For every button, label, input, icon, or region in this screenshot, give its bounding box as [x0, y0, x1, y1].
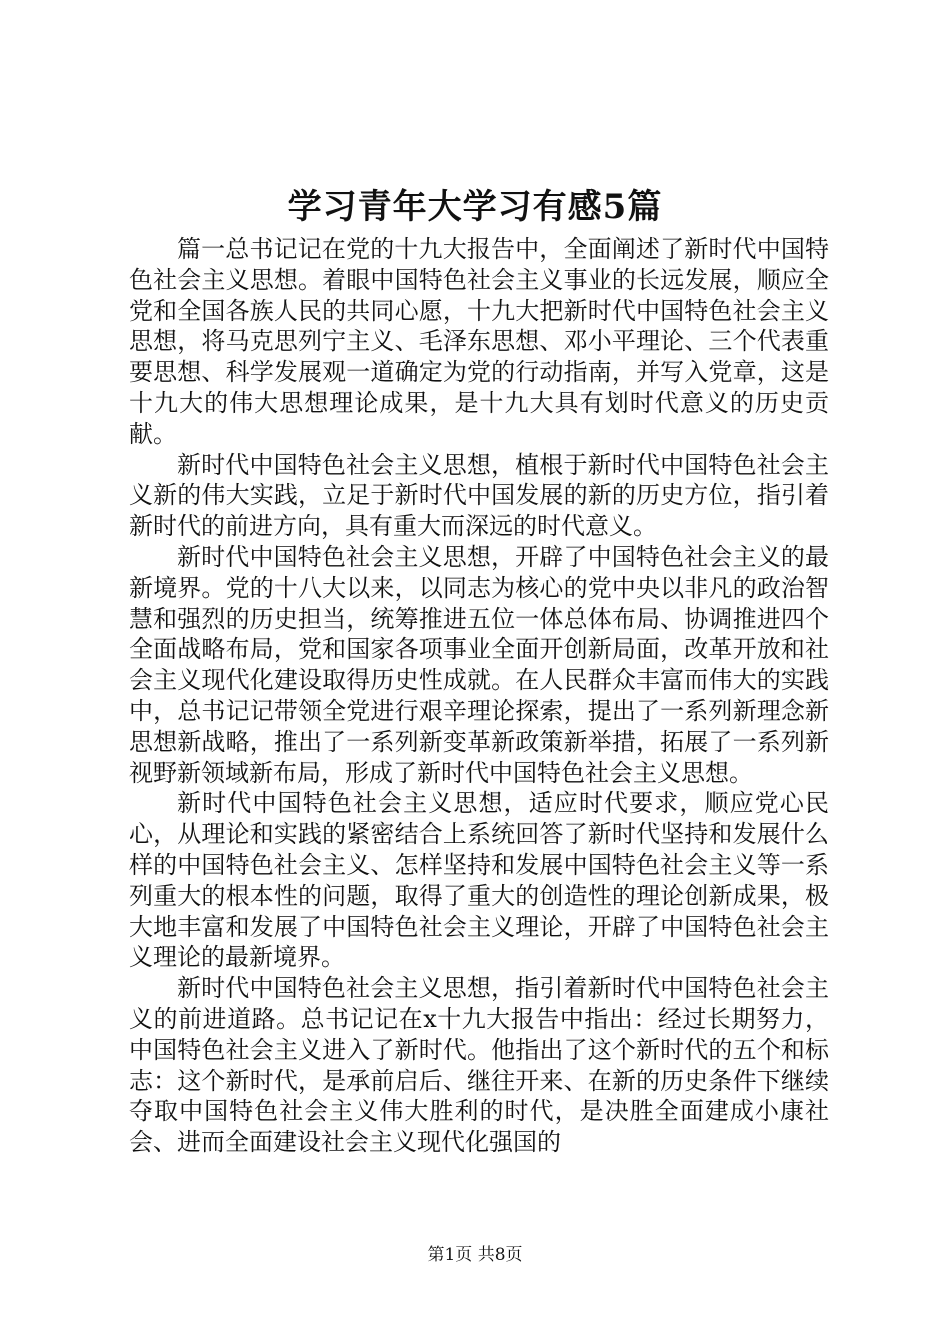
paragraph-5: 新时代中国特色社会主义思想，指引着新时代中国特色社会主义的前进道路。总书记记在x十九大报告中指出：经过长期努力，中国特色社会主义进入了新时代。他指出了这个新时代的五个和标志：这个新时代，是承前启后、继往开来、在新的历史条件下继续夺取中国特色社会主义伟大胜利的时代，是决胜全面建成小康社会、进而全面建设社会主义现代化强国的: [129, 974, 829, 1157]
document-title: 学习青年大学习有感5篇: [287, 187, 663, 227]
paragraph-2: 新时代中国特色社会主义思想，植根于新时代中国特色社会主义新的伟大实践，立足于新时代中国发展的新的历史方位，指引着新时代的前进方向，具有重大而深远的时代意义。: [129, 450, 829, 541]
paragraph-3: 新时代中国特色社会主义思想，开辟了中国特色社会主义的最新境界。党的十八大以来，以同志为核心的党中央以非凡的政治智慧和强烈的历史担当，统筹推进五位一体总体布局、协调推进四个全面战略布局，党和国家各项事业全面开创新局面，改革开放和社会主义现代化建设取得历史性成就。在人民群众丰富而伟大的实践中，总书记记带领全党进行艰辛理论探索，提出了一系列新理念新思想新战略，推出了一系列新变革新政策新举措，拓展了一系列新视野新领域新布局，形成了新时代中国特色社会主义思想。: [129, 542, 829, 787]
paragraph-1: 篇一总书记记在党的十九大报告中，全面阐述了新时代中国特色社会主义思想。着眼中国特色社会主义事业的长远发展，顺应全党和全国各族人民的共同心愿，十九大把新时代中国特色社会主义思想，将马克思列宁主义、毛泽东思想、邓小平理论、三个代表重要思想、科学发展观一道确定为党的行动指南，并写入党章，这是十九大的伟大思想理论成果，是十九大具有划时代意义的历史贡献。: [129, 235, 829, 448]
paragraph-4: 新时代中国特色社会主义思想，适应时代要求，顺应党心民心，从理论和实践的紧密结合上系统回答了新时代坚持和发展什么样的中国特色社会主义、怎样坚持和发展中国特色社会主义等一系列重大的根本性的问题，取得了重大的创造性的理论创新成果，极大地丰富和发展了中国特色社会主义理论，开辟了中国特色社会主义理论的最新境界。: [129, 789, 829, 972]
document-body: [129, 234, 829, 1158]
page-number-footer: 第1页 共8页: [427, 1245, 523, 1265]
